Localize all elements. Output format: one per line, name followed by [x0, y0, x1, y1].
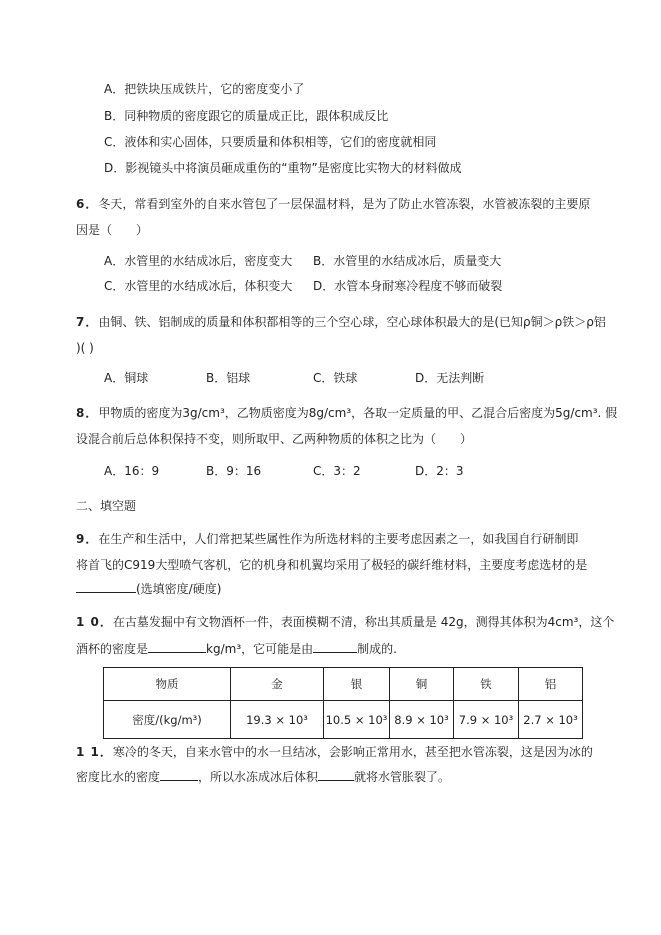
q5-option-c: C．液体和实心固体，只要质量和体积相等，它们的密度就相同	[104, 135, 437, 149]
q10-density-blank[interactable]	[148, 640, 206, 653]
table-row	[104, 701, 583, 739]
table-header-cell: 物质	[104, 668, 231, 701]
q10-number: 1 0．	[76, 615, 113, 629]
q6-stem-line1: 6．冬天，常看到室外的自来水管包了一层保温材料，是为了防止水管冻裂，水管被冻裂的主要原	[76, 197, 591, 211]
section-title-fill-in: 二、填空题	[76, 499, 137, 513]
q7-option-a: A．铜球	[104, 371, 149, 385]
table-cell: 2.7 × 10³	[519, 701, 583, 739]
q6-number: 6．	[76, 197, 99, 211]
q9-stem-line1: 9．在生产和生活中，人们常把某些属性作为所选材料的主要考虑因素之一，如我国自行研制即	[76, 532, 579, 546]
q6-option-b: B．水管里的水结成冰后，质量变大	[313, 254, 502, 268]
q11-volume-blank[interactable]	[318, 768, 354, 781]
q8-option-c: C．3：2	[313, 464, 361, 478]
q6-option-c: C．水管里的水结成冰后，体积变大	[104, 279, 293, 293]
table-header-cell: 银	[324, 668, 390, 701]
q9-answer-blank[interactable]	[76, 580, 136, 593]
q5-option-b: B．同种物质的密度跟它的质量成正比，跟体积成反比	[104, 109, 389, 123]
table-header-cell: 铁	[454, 668, 519, 701]
q10-stem-line2: 酒杯的密度是 kg/m³，它可能是由 制成的.	[76, 642, 397, 656]
q5-option-d: D．影视镜头中将演员砸成重伤的“重物”是密度比实物大的材料做成	[104, 161, 462, 175]
table-header-cell: 铜	[390, 668, 454, 701]
q8-option-d: D．2：3	[415, 464, 464, 478]
q10-stem-line1: 1 0．在古墓发掘中有文物酒杯一件，表面模糊不清，称出其质量是 42g，测得其体积为4cm³，这个	[76, 615, 615, 629]
q5-option-a: A．把铁块压成铁片，它的密度变小了	[104, 82, 305, 96]
q7-number: 7．	[76, 315, 99, 329]
table-cell: 7.9 × 10³	[454, 701, 519, 739]
q11-stem-line1: 1 1．寒冷的冬天，自来水管中的水一旦结冰，会影响正常用水，甚至把水管冻裂，这是因为冰的	[76, 745, 593, 759]
q11-number: 1 1．	[76, 745, 113, 759]
q7-stem-line1: 7．由铜、铁、铝制成的质量和体积都相等的三个空心球，空心球体积最大的是(已知ρ铜＞ρ铁＞ρ铝	[76, 315, 606, 329]
q7-option-b: B．铝球	[206, 371, 251, 385]
q8-option-a: A．16：9	[104, 464, 160, 478]
q6-option-d: D．水管本身耐寒冷程度不够而破裂	[313, 279, 503, 293]
q10-material-blank[interactable]	[313, 640, 357, 653]
q11-stem-line2: 密度比水的密度 ，所以水冻成冰后体积 就将水管胀裂了。	[76, 770, 451, 784]
q6-option-a: A．水管里的水结成冰后，密度变大	[104, 254, 293, 268]
table-cell: 19.3 × 10³	[231, 701, 324, 739]
table-header-cell: 铝	[519, 668, 583, 701]
q7-stem-line2: )( )	[76, 341, 94, 355]
q8-number: 8．	[76, 406, 99, 420]
density-table	[103, 667, 583, 739]
table-row-label: 密度/(kg/m³)	[104, 701, 231, 739]
q7-option-c: C．铁球	[313, 371, 358, 385]
q8-stem-line1: 8．甲物质的密度为3g/cm³，乙物质密度为8g/cm³，各取一定质量的甲、乙混合后密度为5g/cm³. 假	[76, 406, 618, 420]
q8-option-b: B．9：16	[206, 464, 262, 478]
q6-stem-line2: 因是（ ）	[76, 223, 149, 237]
table-cell: 10.5 × 10³	[324, 701, 390, 739]
q11-density-blank[interactable]	[160, 768, 198, 781]
q7-option-d: D．无法判断	[415, 371, 485, 385]
q9-stem-line2: 将首飞的C919大型喷气客机，它的机身和机翼均采用了极轻的碳纤维材料，主要度考虑选材的是	[76, 558, 588, 572]
q9-number: 9．	[76, 532, 99, 546]
table-header-row	[104, 668, 583, 701]
q8-stem-line2: 设混合前后总体积保持不变，则所取甲、乙两种物质的体积之比为（ ）	[76, 432, 473, 446]
table-cell: 8.9 × 10³	[390, 701, 454, 739]
table-header-cell: 金	[231, 668, 324, 701]
q9-stem-line3: (选填密度/硬度)	[76, 580, 221, 597]
